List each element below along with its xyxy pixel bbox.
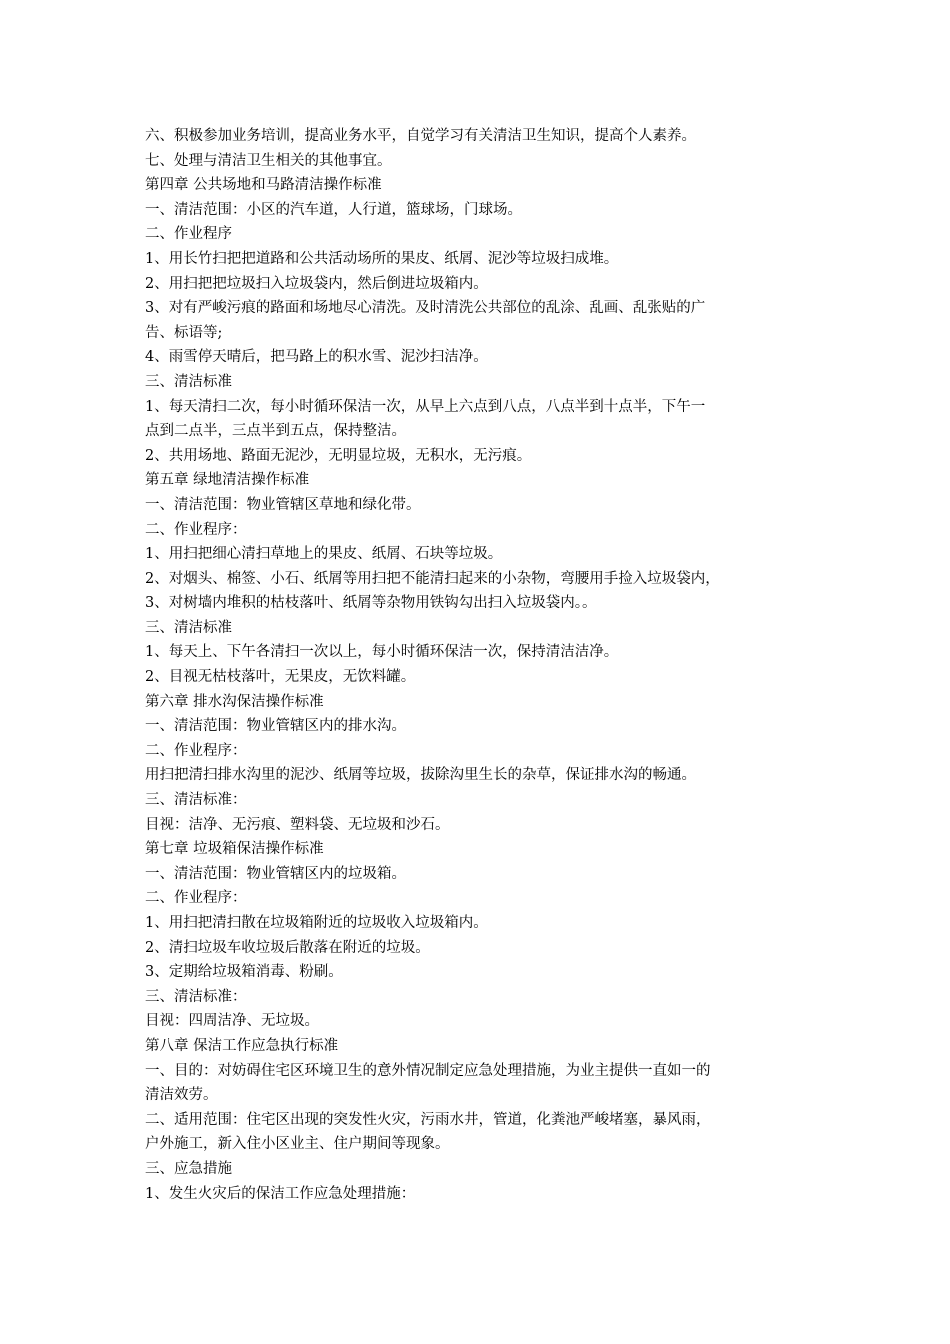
text-line: 三、清洁标准 xyxy=(145,373,232,390)
text-line: 用扫把清扫排水沟里的泥沙、纸屑等垃圾，拔除沟里生长的杂草，保证排水沟的畅通。 xyxy=(145,767,696,784)
text-line: 2、用扫把把垃圾扫入垃圾袋内，然后倒进垃圾箱内。 xyxy=(145,275,488,292)
text-line: 二、作业程序： xyxy=(145,521,247,538)
text-line: 三、清洁标准： xyxy=(145,988,247,1005)
text-line: 3、对有严峻污痕的路面和场地尽心清洗。及时清洗公共部位的乱涂、乱画、乱张贴的广 xyxy=(145,300,706,317)
document-page xyxy=(145,124,809,1206)
text-line: 第八章 保洁工作应急执行标准 xyxy=(145,1037,339,1054)
text-line: 一、清洁范围：物业管辖区草地和绿化带。 xyxy=(145,496,421,513)
text-line: 三、清洁标准 xyxy=(145,619,232,636)
text-line: 1、发生火灾后的保洁工作应急处理措施： xyxy=(145,1185,416,1202)
text-line: 2、目视无枯枝落叶，无果皮，无饮料罐。 xyxy=(145,669,416,686)
text-line: 三、清洁标准： xyxy=(145,792,247,809)
text-line: 点到二点半，三点半到五点，保持整洁。 xyxy=(145,423,406,440)
text-line: 告、标语等; xyxy=(145,324,223,341)
text-line: 目视：四周洁净、无垃圾。 xyxy=(145,1013,319,1030)
text-line: 三、应急措施 xyxy=(145,1160,232,1177)
text-line: 二、作业程序： xyxy=(145,742,247,759)
text-line: 七、处理与清洁卫生相关的其他事宜。 xyxy=(145,152,392,169)
text-line: 第四章 公共场地和马路清洁操作标准 xyxy=(145,177,382,194)
text-line: 清洁效劳。 xyxy=(145,1087,218,1104)
text-line: 二、作业程序 xyxy=(145,226,232,243)
text-line: 目视：洁净、无污痕、塑料袋、无垃圾和沙石。 xyxy=(145,816,450,833)
text-line: 户外施工，新入住小区业主、住户期间等现象。 xyxy=(145,1136,450,1153)
text-line: 第六章 排水沟保洁操作标准 xyxy=(145,693,324,710)
text-line: 一、清洁范围：物业管辖区内的排水沟。 xyxy=(145,718,406,735)
text-line: 1、用扫把细心清扫草地上的果皮、纸屑、石块等垃圾。 xyxy=(145,546,503,563)
text-line: 二、作业程序： xyxy=(145,890,247,907)
text-line: 二、适用范围：住宅区出现的突发性火灾，污雨水井，管道，化粪池严峻堵塞，暴风雨， xyxy=(145,1111,711,1128)
text-line: 1、每天上、下午各清扫一次以上，每小时循环保洁一次，保持清洁洁净。 xyxy=(145,644,619,661)
text-line: 3、定期给垃圾箱消毒、粉刷。 xyxy=(145,964,343,981)
text-line: 2、清扫垃圾车收垃圾后散落在附近的垃圾。 xyxy=(145,939,430,956)
text-line: 3、对树墙内堆积的枯枝落叶、纸屑等杂物用铁钩勾出扫入垃圾袋内。。 xyxy=(145,595,597,612)
text-line: 4、雨雪停天晴后，把马路上的积水雪、泥沙扫洁净。 xyxy=(145,349,488,366)
text-line: 一、目的：对妨碍住宅区环境卫生的意外情况制定应急处理措施，为业主提供一直如一的 xyxy=(145,1062,711,1079)
text-line: 一、清洁范围：小区的汽车道，人行道，篮球场，门球场。 xyxy=(145,201,522,218)
text-line: 1、每天清扫二次，每小时循环保洁一次，从早上六点到八点，八点半到十点半，下午一 xyxy=(145,398,706,415)
text-line: 六、积极参加业务培训，提高业务水平，自觉学习有关清洁卫生知识，提高个人素养。 xyxy=(145,128,696,144)
text-line: 第七章 垃圾箱保洁操作标准 xyxy=(145,841,324,858)
text-line: 2、共用场地、路面无泥沙，无明显垃圾，无积水，无污痕。 xyxy=(145,447,532,464)
text-line: 1、用扫把清扫散在垃圾箱附近的垃圾收入垃圾箱内。 xyxy=(145,915,488,931)
text-line: 1、用长竹扫把把道路和公共活动场所的果皮、纸屑、泥沙等垃圾扫成堆。 xyxy=(145,250,619,267)
text-line: 第五章 绿地清洁操作标准 xyxy=(145,472,310,489)
text-line: 2、对烟头、棉签、小石、纸屑等用扫把不能清扫起来的小杂物，弯腰用手捡入垃圾袋内， xyxy=(145,570,720,587)
text-line: 一、清洁范围：物业管辖区内的垃圾箱。 xyxy=(145,865,406,882)
